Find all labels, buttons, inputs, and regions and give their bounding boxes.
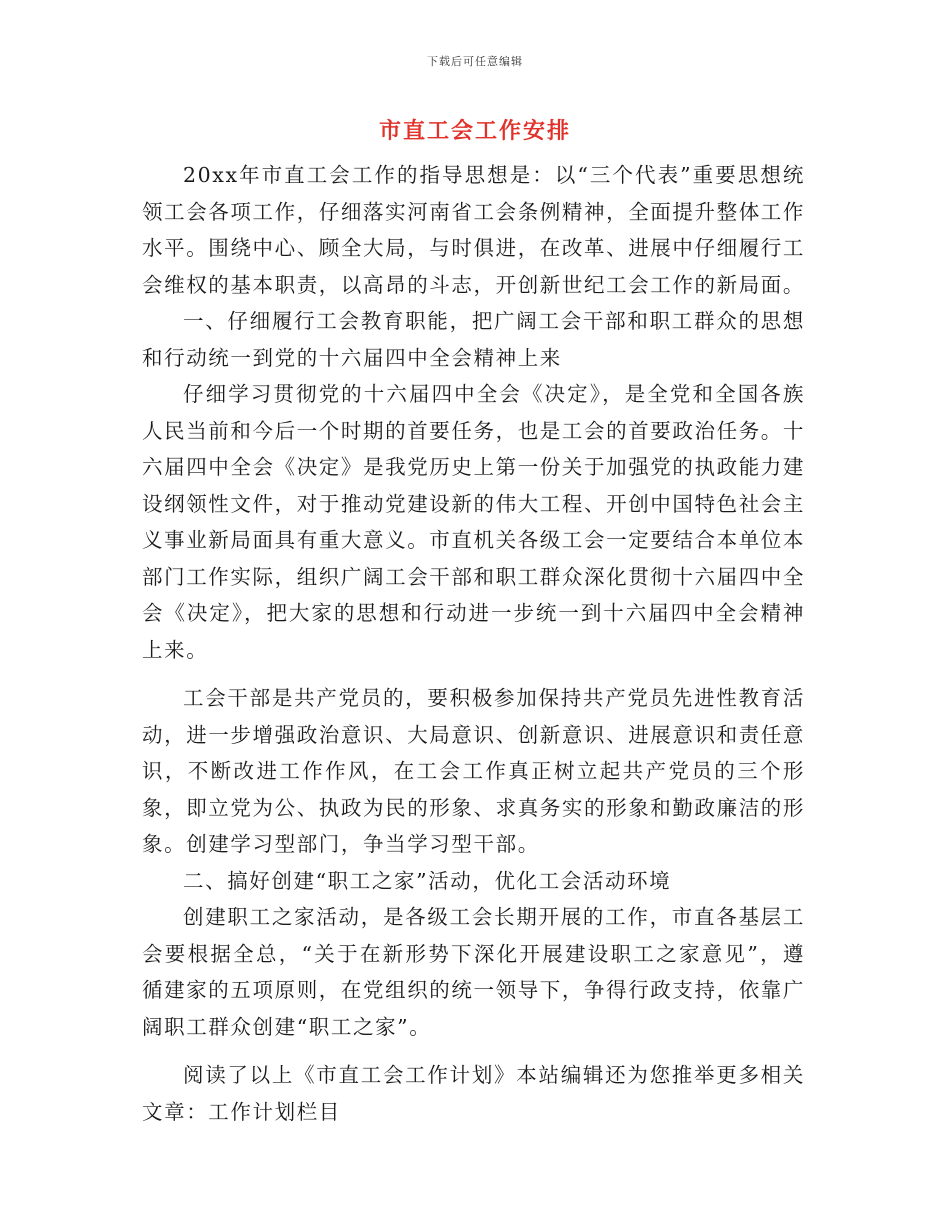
- document-title: 市直工会工作安排: [378, 118, 571, 144]
- paragraph-section-1b: 工会干部是共产党员的，要积极参加保持共产党员先进性教育活动，进一步增强政治意识、大局意识、创新意识、进展意识和责任意识，不断改进工作作风，在工会工作真正树立起共产党员的三个形象，即立党为公、执政为民的形象、求真务实的形象和勤政廉洁的形象。创建学习型部门，争当学习型干部。: [142, 686, 805, 856]
- section-heading-1: 一、仔细履行工会教育职能，把广阔工会干部和职工群众的思想和行动统一到党的十六届四中全会精神上来: [142, 309, 805, 370]
- paragraph-section-2: 创建职工之家活动，是各级工会长期开展的工作，市直各基层工会要根据全总，“关于在新形势下深化开展建设职工之家意见”，遵循建家的五项原则，在党组织的统一领导下，争得行政支持，依靠广阔职工群众创建“职工之家”。: [142, 905, 805, 1039]
- section-heading-2: 二、搞好创建“职工之家”活动，优化工会活动环境: [183, 868, 672, 893]
- header-note: 下载后可任意编辑: [427, 55, 523, 68]
- document-body: [142, 157, 805, 1130]
- paragraph-closing: 阅读了以上《市直工会工作计划》本站编辑还为您推举更多相关文章：工作计划栏目: [142, 1063, 805, 1124]
- paragraph-intro: 20xx年市直工会工作的指导思想是：以“三个代表”重要思想统领工会各项工作，仔细落实河南省工会条例精神，全面提升整体工作水平。围绕中心、顾全大局，与时俱进，在改革、进展中仔细履行工会维权的基本职责，以高昂的斗志，开创新世纪工会工作的新局面。: [142, 163, 805, 297]
- paragraph-section-1a: 仔细学习贯彻党的十六届四中全会《决定》，是全党和全国各族人民当前和今后一个时期的首要任务，也是工会的首要政治任务。十六届四中全会《决定》是我党历史上第一份关于加强党的执政能力建设纲领性文件，对于推动党建设新的伟大工程、开创中国特色社会主义事业新局面具有重大意义。市直机关各级工会一定要结合本单位本部门工作实际，组织广阔工会干部和职工群众深化贯彻十六届四中全会《决定》，把大家的思想和行动进一步统一到十六届四中全会精神上来。: [142, 382, 805, 662]
